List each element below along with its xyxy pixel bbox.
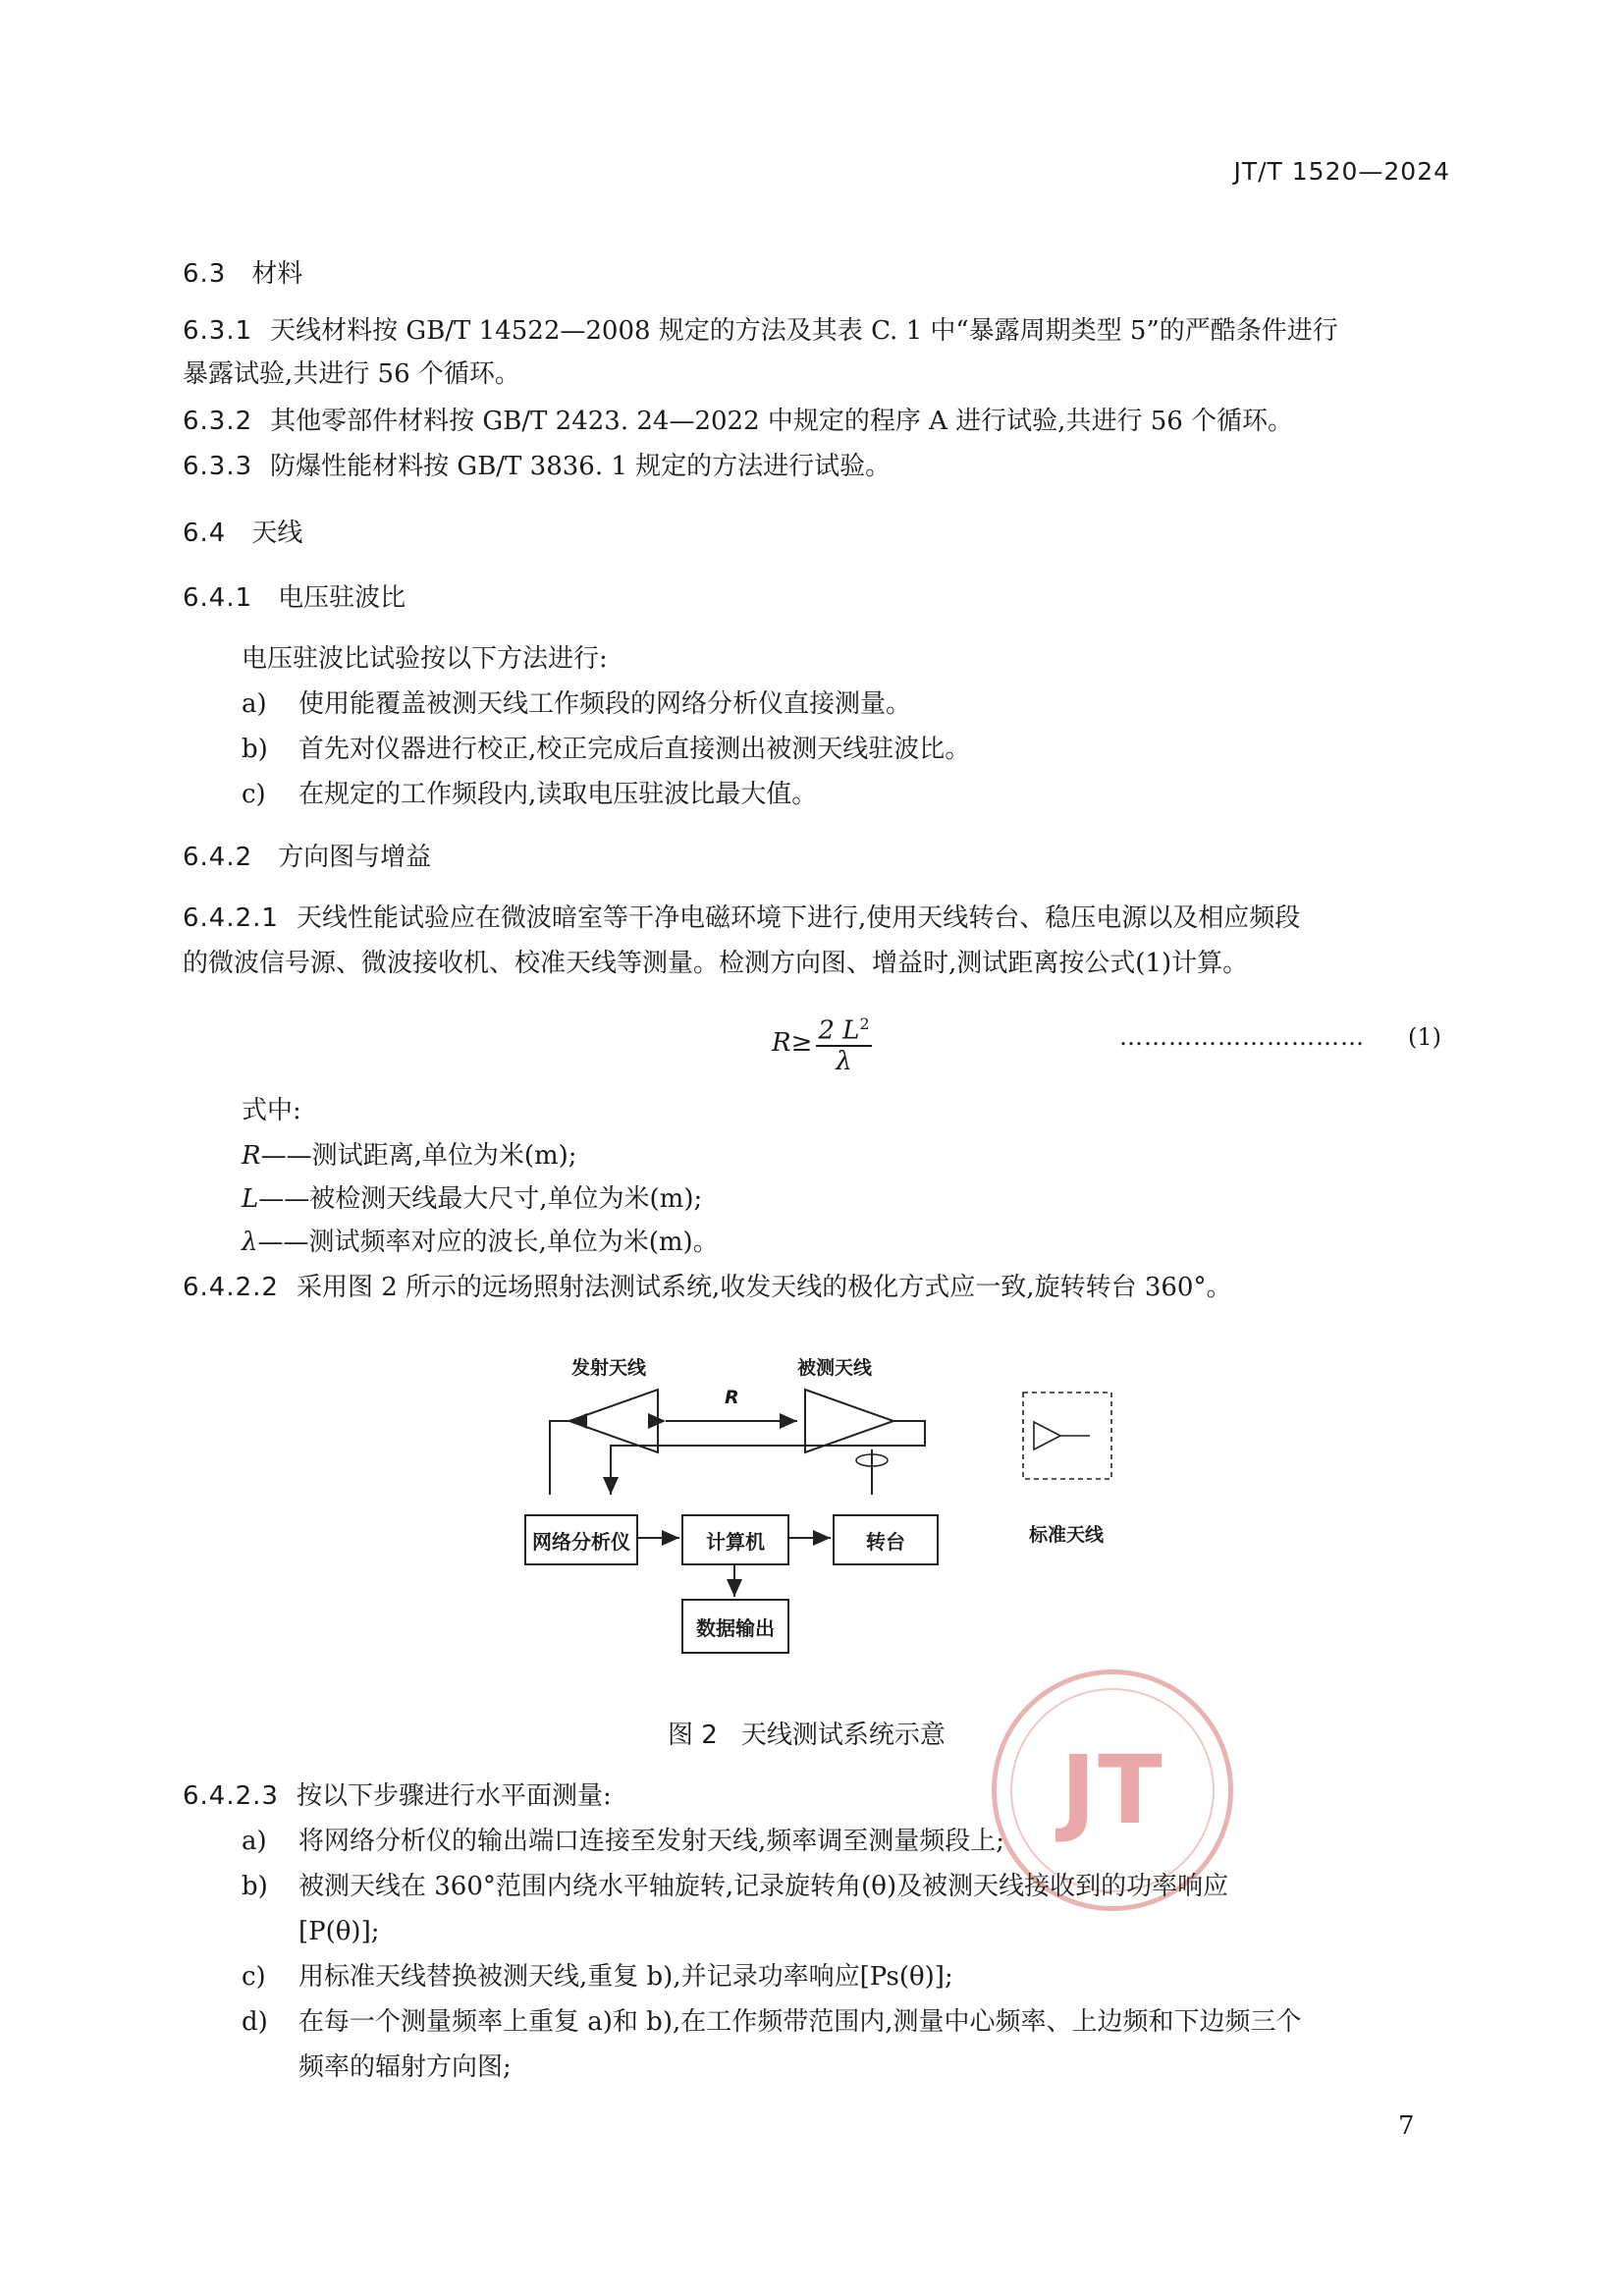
paragraph-6-4-2-3 xyxy=(183,1777,612,1815)
list-text: 在规定的工作频段内,读取电压驻波比最大值。 xyxy=(298,780,818,809)
where-item xyxy=(242,1137,577,1175)
where-symbol: L xyxy=(242,1184,259,1214)
formula-1 xyxy=(772,1013,872,1077)
list-item-continuation: [P(θ)]; xyxy=(298,1917,380,1946)
list-text: 被测天线在 360°范围内绕水平轴旋转,记录旋转角(θ)及被测天线接收到的功率响应 xyxy=(298,1872,1229,1901)
list-item xyxy=(242,1868,1228,1905)
list-item xyxy=(242,1958,953,1995)
paragraph-6-3-2 xyxy=(183,403,1293,440)
list-text: 首先对仪器进行校正,校正完成后直接测出被测天线驻波比。 xyxy=(298,735,971,764)
where-label: 式中: xyxy=(242,1096,301,1125)
paragraph-6-4-2-2 xyxy=(183,1269,1231,1306)
standard-antenna-label: 标准天线 xyxy=(1029,1524,1105,1546)
section-title: 电压驻波比 xyxy=(278,583,406,613)
formula-numerator xyxy=(816,1010,871,1048)
paragraph-6-4-2-1-line1 xyxy=(183,900,1300,937)
where-text: ——测试距离,单位为米(m); xyxy=(260,1141,577,1171)
list-label: d) xyxy=(242,2007,268,2037)
stamp-text: JT xyxy=(1060,1735,1164,1845)
network-analyzer-box: 网络分析仪 xyxy=(524,1514,638,1565)
clause-text: 天线材料按 GB/T 14522—2008 规定的方法及其表 C. 1 中“暴露周期类型 5”的严酷条件进行 xyxy=(270,316,1338,346)
section-number: 6.3 xyxy=(183,259,227,289)
clause-number: 6.3.3 xyxy=(183,452,253,481)
figure-caption xyxy=(668,1715,946,1751)
standard-antenna-icon xyxy=(1034,1422,1060,1449)
list-item xyxy=(242,2003,1302,2041)
formula-fraction xyxy=(816,1010,871,1077)
list-label: b) xyxy=(242,1872,268,1901)
list-item xyxy=(242,776,817,813)
formula-lhs: R≥ xyxy=(772,1028,813,1058)
page-number: 7 xyxy=(1398,2111,1415,2141)
section-title: 材料 xyxy=(251,259,303,289)
section-number: 6.4.1 xyxy=(183,583,253,613)
paragraph-6-4-2-1-line2: 的微波信号源、微波接收机、校准天线等测量。检测方向图、增益时,测试距离按公式(1)计算。 xyxy=(183,949,1249,978)
section-heading-6-3 xyxy=(183,253,302,290)
list-item xyxy=(242,731,970,768)
dut-antenna-label: 被测天线 xyxy=(797,1357,873,1379)
formula-tag: (1) xyxy=(1408,1023,1441,1051)
list-item xyxy=(242,685,911,723)
section-number: 6.4 xyxy=(183,519,227,548)
clause-number: 6.4.2.3 xyxy=(183,1781,279,1811)
clause-number: 6.4.2.2 xyxy=(183,1273,279,1302)
where-text: ——测试频率对应的波长,单位为米(m)。 xyxy=(257,1228,719,1257)
numerator-exponent: 2 xyxy=(859,1013,870,1033)
doc-id: JT/T 1520—2024 xyxy=(1233,157,1450,186)
where-item xyxy=(242,1180,702,1218)
numerator-text: 2 L xyxy=(818,1015,860,1046)
list-label: a) xyxy=(242,689,267,719)
list-text: 在每一个测量频率上重复 a)和 b),在工作频带范围内,测量中心频率、上边频和下边频三个 xyxy=(298,2007,1302,2037)
list-label: b) xyxy=(242,735,268,764)
list-label: a) xyxy=(242,1827,267,1856)
list-text: 将网络分析仪的输出端口连接至发射天线,频率调至测量频段上; xyxy=(298,1827,1005,1856)
where-item xyxy=(242,1224,719,1261)
clause-text: 防爆性能材料按 GB/T 3836. 1 规定的方法进行试验。 xyxy=(270,452,892,481)
data-output-box: 数据输出 xyxy=(681,1599,789,1654)
list-label: c) xyxy=(242,780,266,809)
clause-text: 按以下步骤进行水平面测量: xyxy=(296,1781,612,1811)
computer-box: 计算机 xyxy=(681,1514,789,1565)
paragraph-6-3-1-line2: 暴露试验,共进行 56 个循环。 xyxy=(183,359,520,389)
turntable-box: 转台 xyxy=(833,1514,939,1565)
diagram-lines xyxy=(511,1345,1119,1679)
clause-number: 6.4.2.1 xyxy=(183,903,279,933)
vswr-intro: 电压驻波比试验按以下方法进行: xyxy=(242,644,608,674)
section-number: 6.4.2 xyxy=(183,843,253,872)
list-item-continuation: 频率的辐射方向图; xyxy=(298,2052,512,2082)
section-heading-6-4-2 xyxy=(183,837,431,873)
section-title: 天线 xyxy=(251,519,303,548)
dut-antenna-icon xyxy=(805,1390,893,1452)
clause-number: 6.3.2 xyxy=(183,407,253,436)
list-text: 用标准天线替换被测天线,重复 b),并记录功率响应[Ps(θ)]; xyxy=(298,1962,953,1992)
formula-denominator: λ xyxy=(836,1047,852,1077)
tx-antenna-label: 发射天线 xyxy=(571,1357,647,1379)
tx-feed-line xyxy=(550,1421,569,1495)
section-heading-6-4 xyxy=(183,513,302,549)
clause-text: 采用图 2 所示的远场照射法测试系统,收发天线的极化方式应一致,旋转转台 360°。 xyxy=(296,1273,1232,1302)
paragraph-6-3-3 xyxy=(183,448,891,485)
caption-number: 图 2 xyxy=(668,1721,718,1750)
list-label: c) xyxy=(242,1962,266,1992)
clause-text: 其他零部件材料按 GB/T 2423. 24—2022 中规定的程序 A 进行试验,共进行 56 个循环。 xyxy=(270,407,1294,436)
figure-2-diagram xyxy=(511,1345,1119,1679)
formula-leader-dots: ………………………… xyxy=(1119,1023,1365,1051)
clause-text: 天线性能试验应在微波暗室等干净电磁环境下进行,使用天线转台、稳压电源以及相应频段 xyxy=(296,903,1301,933)
list-item xyxy=(242,1823,1004,1860)
where-symbol: λ xyxy=(242,1228,258,1257)
section-heading-6-4-1 xyxy=(183,577,406,614)
list-text: 使用能覆盖被测天线工作频段的网络分析仪直接测量。 xyxy=(298,689,912,719)
section-title: 方向图与增益 xyxy=(278,843,432,872)
clause-number: 6.3.1 xyxy=(183,316,253,346)
tx-antenna-icon xyxy=(569,1390,658,1452)
caption-text: 天线测试系统示意 xyxy=(740,1721,946,1750)
where-text: ——被检测天线最大尺寸,单位为米(m); xyxy=(258,1184,703,1214)
where-symbol: R xyxy=(242,1141,261,1171)
distance-label: R xyxy=(725,1387,739,1408)
paragraph-6-3-1-line1 xyxy=(183,312,1338,350)
